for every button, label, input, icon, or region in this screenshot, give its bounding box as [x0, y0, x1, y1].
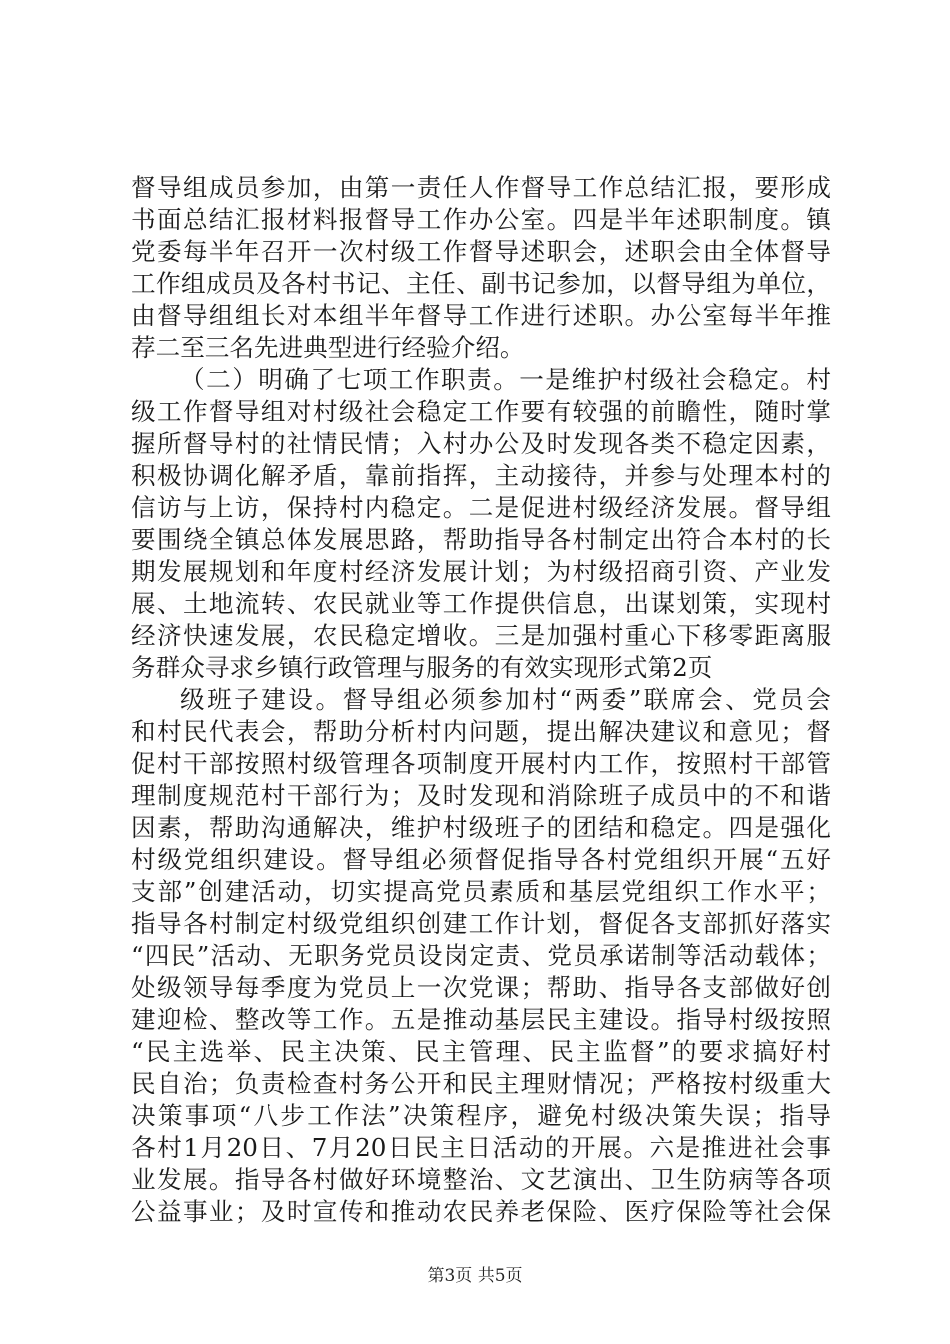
text-line: 指导各村制定村级党组织创建工作计划，督促各支部抓好落实 — [131, 909, 831, 938]
text-line: 书面总结汇报材料报督导工作办公室。四是半年述职制度。镇 — [131, 205, 831, 234]
text-line: 因素，帮助沟通解决，维护村级班子的团结和稳定。四是强化 — [131, 813, 831, 842]
text-line: 级工作督导组对村级社会稳定工作要有较强的前瞻性，随时掌 — [131, 397, 831, 426]
text-line: 展、土地流转、农民就业等工作提供信息，出谋划策，实现村 — [131, 589, 831, 618]
text-line: 理制度规范村干部行为；及时发现和消除班子成员中的不和谐 — [131, 781, 831, 810]
text-line: 期发展规划和年度村经济发展计划；为村级招商引资、产业发 — [131, 557, 831, 586]
text-line: 荐二至三名先进典型进行经验介绍。 — [131, 333, 525, 362]
text-line: 工作组成员及各村书记、主任、副书记参加，以督导组为单位， — [131, 269, 831, 298]
text-line: “四民”活动、无职务党员设岗定责、党员承诺制等活动载体； — [131, 941, 831, 970]
text-line: 握所督导村的社情民情；入村办公及时发现各类不稳定因素， — [131, 429, 831, 458]
text-line: 党委每半年召开一次村级工作督导述职会，述职会由全体督导 — [131, 237, 831, 266]
text-line: 支部”创建活动，切实提高党员素质和基层党组织工作水平； — [131, 877, 831, 906]
text-line: 要围绕全镇总体发展思路，帮助指导各村制定出符合本村的长 — [131, 525, 831, 554]
text-line: 积极协调化解矛盾，靠前指挥，主动接待，并参与处理本村的 — [131, 461, 831, 490]
text-line: 决策事项“八步工作法”决策程序，避免村级决策失误；指导 — [131, 1101, 831, 1130]
text-line: 村级党组织建设。督导组必须督促指导各村党组织开展“五好 — [131, 845, 831, 874]
text-line: “民主选举、民主决策、民主管理、民主监督”的要求搞好村 — [131, 1037, 831, 1066]
text-line: 建迎检、整改等工作。五是推动基层民主建设。指导村级按照 — [131, 1005, 831, 1034]
text-line: 经济快速发展，农民稳定增收。三是加强村重心下移零距离服 — [131, 621, 831, 650]
text-line: 督导组成员参加，由第一责任人作督导工作总结汇报，要形成 — [131, 173, 831, 202]
text-line: 促村干部按照村级管理各项制度开展村内工作，按照村干部管 — [131, 749, 831, 778]
text-line: 处级领导每季度为党员上一次党课；帮助、指导各支部做好创 — [131, 973, 831, 1002]
text-line: 务群众寻求乡镇行政管理与服务的有效实现形式第2页 — [131, 653, 713, 682]
text-line: 和村民代表会，帮助分析村内问题，提出解决建议和意见；督 — [131, 717, 831, 746]
page-number-footer: 第3页 共5页 — [427, 1266, 523, 1286]
paragraph-start-line: （二）明确了七项工作职责。一是维护村级社会稳定。村 — [180, 365, 831, 394]
text-line: 信访与上访，保持村内稳定。二是促进村级经济发展。督导组 — [131, 493, 831, 522]
text-line: 由督导组组长对本组半年督导工作进行述职。办公室每半年推 — [131, 301, 831, 330]
text-line: 各村1月20日、7月20日民主日活动的开展。六是推进社会事 — [131, 1133, 831, 1162]
text-line: 民自治；负责检查村务公开和民主理财情况；严格按村级重大 — [131, 1069, 831, 1098]
text-line: 公益事业；及时宣传和推动农民养老保险、医疗保险等社会保 — [131, 1197, 831, 1226]
document-body — [131, 172, 831, 1228]
text-line: 业发展。指导各村做好环境整治、文艺演出、卫生防病等各项 — [131, 1165, 831, 1194]
paragraph-start-line: 级班子建设。督导组必须参加村“两委”联席会、党员会 — [180, 685, 831, 714]
